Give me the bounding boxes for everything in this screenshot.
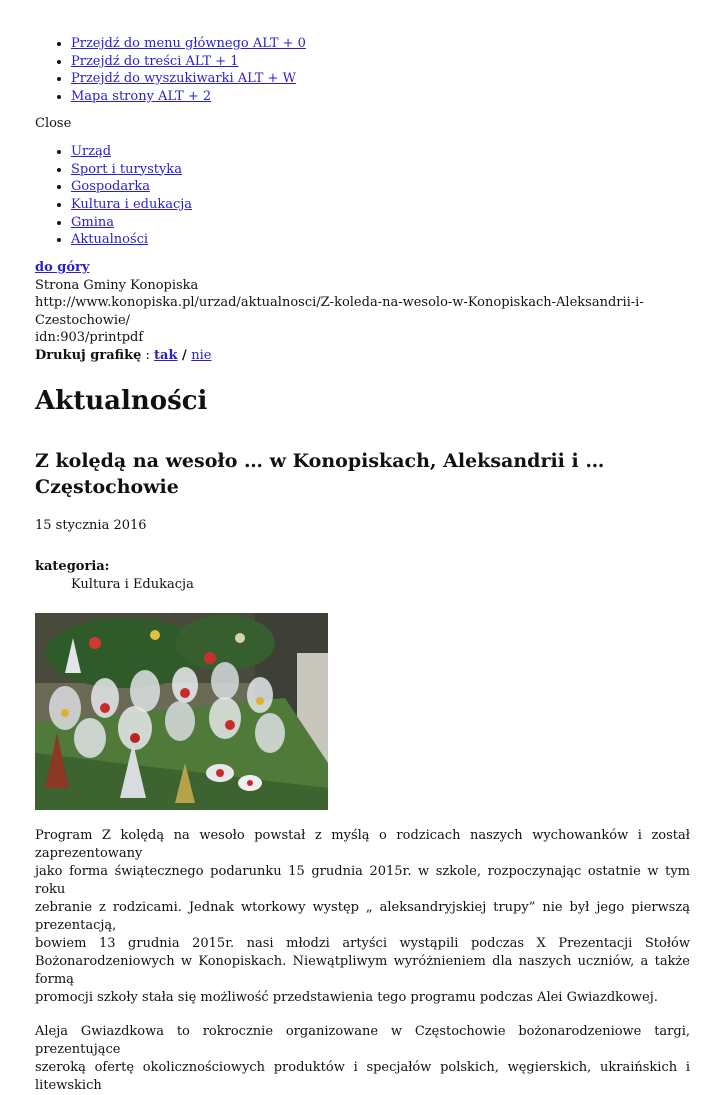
main-menu-list <box>35 143 690 249</box>
paragraph-2-line: Aleja Gwiazdkowa to rokrocznie organizowane w Częstochowie bożonarodzeniowe targi, prezentujące <box>35 1024 690 1058</box>
print-page <box>35 35 690 1095</box>
skip-link-item <box>71 88 690 106</box>
skip-links-list <box>35 35 690 106</box>
menu-link-urzad[interactable]: Urząd <box>71 143 112 159</box>
paragraph-1-line: Bożonarodzeniowych w Konopiskach. Niewątpliwym wyróżnieniem dla naszych uczniów, a także formą <box>35 954 690 988</box>
print-graphics-slash: / <box>177 347 192 363</box>
print-graphics-no-link[interactable]: nie <box>191 347 212 363</box>
paragraph-1-line: Program Z kolędą na wesoło powstał z myślą o rodzicach naszych wychowanków i został zaprezentowany <box>35 828 690 862</box>
paragraph-2-line: szeroką ofertę okolicznościowych produktów i specjałów polskich, węgierskich, ukraińskich i litewskich <box>35 1060 690 1094</box>
skip-to-content-link[interactable]: Przejdź do treści ALT + 1 <box>71 53 239 69</box>
page-url-line-2: idn:903/printpdf <box>35 330 144 346</box>
article-date: 15 stycznia 2016 <box>35 518 147 534</box>
menu-link-aktualnosci[interactable]: Aktualności <box>71 232 149 248</box>
menu-link-kultura[interactable]: Kultura i edukacja <box>71 196 193 212</box>
print-graphics-colon: : <box>141 347 155 363</box>
skip-to-search-link[interactable]: Przejdź do wyszukiwarki ALT + W <box>71 71 296 87</box>
print-graphics-label: Drukuj grafikę <box>35 347 142 363</box>
page-url-line-1: http://www.konopiska.pl/urzad/aktualnosci/Z-koleda-na-wesolo-w-Konopiskach-Aleksandrii-i-Czestochowie/ <box>35 295 644 328</box>
menu-link-sport[interactable]: Sport i turystyka <box>71 161 182 177</box>
close-label[interactable]: Close <box>35 115 72 131</box>
category-label: kategoria: <box>35 559 110 575</box>
paragraph-1-line: bowiem 13 grudnia 2015r. nasi młodzi artyści wystąpili podczas X Prezentacji Stołów <box>35 936 690 952</box>
top-link-row <box>35 259 690 277</box>
main-menu-item <box>71 196 690 214</box>
paragraph-1-line: zebranie z rodzicami. Jednak wtorkowy występ „ aleksandryjskiej trupy” nie był jego pierwszą prezentacją, <box>35 900 690 934</box>
paragraph-1-line: promocji szkoły stała się możliwość przedstawienia tego programu podczas Alei Gwiazdkowej. <box>35 990 658 1006</box>
main-menu-item <box>71 214 690 232</box>
article-paragraph-2 <box>35 1023 690 1095</box>
article-photo <box>35 613 328 810</box>
skip-link-item <box>71 35 690 53</box>
main-menu-item <box>71 231 690 249</box>
skip-link-item <box>71 70 690 88</box>
category-value: Kultura i Edukacja <box>71 577 194 593</box>
article-title: Z kolędą na wesoło … w Konopiskach, Aleksandrii i … Częstochowie <box>35 450 605 499</box>
main-menu-item <box>71 161 690 179</box>
paragraph-1-line: jako forma świątecznego podarunku 15 grudnia 2015r. w szkole, rozpoczynając ostatnie w tym roku <box>35 864 690 898</box>
section-title: Aktualności <box>35 386 208 417</box>
menu-link-gospodarka[interactable]: Gospodarka <box>71 179 150 195</box>
skip-link-item <box>71 53 690 71</box>
back-to-top-link[interactable]: do góry <box>35 260 90 276</box>
sitemap-link[interactable]: Mapa strony ALT + 2 <box>71 89 212 105</box>
article-paragraph-1 <box>35 827 690 1007</box>
site-name: Strona Gminy Konopiska <box>35 277 199 293</box>
print-graphics-row <box>35 347 690 365</box>
christmas-decorations-photo <box>35 613 328 810</box>
print-graphics-yes-link[interactable]: tak <box>154 347 178 363</box>
menu-link-gmina[interactable]: Gmina <box>71 214 114 230</box>
main-menu-item <box>71 178 690 196</box>
main-menu-item <box>71 143 690 161</box>
skip-to-main-menu-link[interactable]: Przejdź do menu głównego ALT + 0 <box>71 36 306 51</box>
